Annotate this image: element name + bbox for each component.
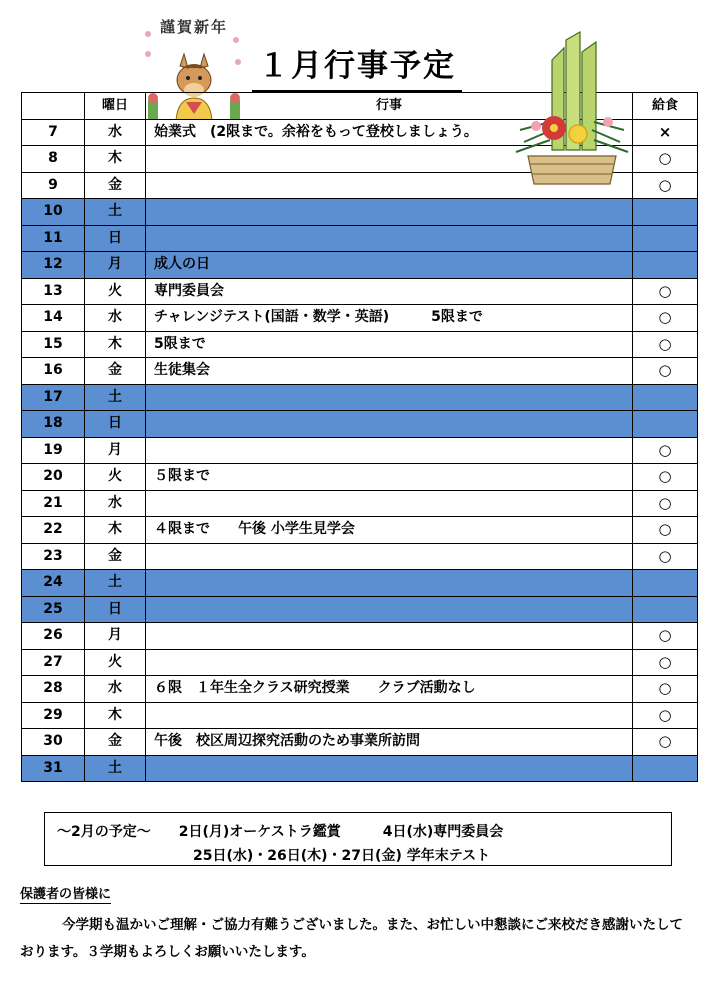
row-event [146,702,633,729]
table-row [22,278,698,305]
row-day: 31 [22,755,85,782]
row-lunch: × [633,119,698,146]
row-day: 23 [22,543,85,570]
row-weekday: 日 [85,411,146,438]
row-lunch [633,199,698,226]
row-day: 16 [22,358,85,385]
greeting-stamp-text: 謹賀新年 [159,18,228,36]
row-lunch: ○ [633,358,698,385]
row-event [146,596,633,623]
table-row [22,331,698,358]
row-event: ４限まで 午後 小学生見学会 [146,517,633,544]
row-weekday: 日 [85,596,146,623]
row-event: 専門委員会 [146,278,633,305]
row-day: 30 [22,729,85,756]
row-day: 19 [22,437,85,464]
row-event [146,755,633,782]
row-event [146,384,633,411]
row-lunch: ○ [633,146,698,173]
next-month-line-1: ～2月の予定～ 2日(月)オーケストラ鑑賞 4日(水)専門委員会 [57,824,504,840]
row-event [146,225,633,252]
row-day: 21 [22,490,85,517]
row-event: 成人の日 [146,252,633,279]
row-day: 22 [22,517,85,544]
row-day: 9 [22,172,85,199]
table-row [22,305,698,332]
header-weekday: 曜日 [85,93,146,120]
table-row [22,225,698,252]
row-lunch: ○ [633,649,698,676]
next-month-line-2: 25日(水)・26日(木)・27日(金) 学年末テスト [193,848,491,864]
row-day: 27 [22,649,85,676]
row-day: 17 [22,384,85,411]
row-lunch [633,225,698,252]
row-day: 28 [22,676,85,703]
row-weekday: 金 [85,543,146,570]
table-row [22,729,698,756]
row-day: 11 [22,225,85,252]
row-weekday: 火 [85,464,146,491]
row-weekday: 木 [85,517,146,544]
row-weekday: 火 [85,649,146,676]
row-weekday: 金 [85,729,146,756]
row-event [146,570,633,597]
table-row [22,517,698,544]
row-lunch: ○ [633,464,698,491]
row-event [146,543,633,570]
row-lunch [633,570,698,597]
row-weekday: 日 [85,225,146,252]
row-day: 18 [22,411,85,438]
table-row [22,490,698,517]
table-row [22,543,698,570]
header-day [22,93,85,120]
row-weekday: 土 [85,384,146,411]
row-event: ６限 １年生全クラス研究授業 クラブ活動なし [146,676,633,703]
row-weekday: 木 [85,702,146,729]
row-weekday: 水 [85,119,146,146]
row-weekday: 月 [85,252,146,279]
row-day: 13 [22,278,85,305]
next-month-box [44,812,672,866]
row-weekday: 金 [85,172,146,199]
table-row [22,676,698,703]
row-lunch: ○ [633,278,698,305]
row-event: 午後 校区周辺探究活動のため事業所訪問 [146,729,633,756]
row-weekday: 月 [85,623,146,650]
row-lunch [633,411,698,438]
table-row [22,384,698,411]
table-row [22,464,698,491]
row-event [146,437,633,464]
row-day: 26 [22,623,85,650]
row-lunch [633,384,698,411]
row-weekday: 土 [85,199,146,226]
row-day: 25 [22,596,85,623]
row-event: 始業式 (2限まで。余裕をもって登校しましょう。 [146,119,633,146]
table-row [22,358,698,385]
row-event [146,623,633,650]
header-event: 行事 [146,93,633,120]
row-weekday: 火 [85,278,146,305]
row-lunch: ○ [633,623,698,650]
row-weekday: 土 [85,755,146,782]
table-row [22,649,698,676]
row-event: 生徒集会 [146,358,633,385]
row-lunch: ○ [633,517,698,544]
row-day: 14 [22,305,85,332]
greeting-body: 今学期も温かいご理解・ご協力有難うございました。また、お忙しい中懇談にご来校だき感謝いたしております。３学期もよろしくお願いいたします。 [20,917,683,960]
row-event: ５限まで [146,464,633,491]
row-weekday: 月 [85,437,146,464]
row-lunch: ○ [633,702,698,729]
row-lunch [633,252,698,279]
table-row [22,252,698,279]
row-day: 8 [22,146,85,173]
row-lunch: ○ [633,729,698,756]
schedule-body [22,119,698,782]
header-lunch: 給食 [633,93,698,120]
row-event: チャレンジテスト(国語・数学・英語) 5限まで [146,305,633,332]
row-lunch: ○ [633,490,698,517]
row-event: 5限まで [146,331,633,358]
row-day: 12 [22,252,85,279]
row-lunch: ○ [633,543,698,570]
table-row [22,199,698,226]
row-weekday: 水 [85,305,146,332]
row-weekday: 水 [85,490,146,517]
row-event [146,199,633,226]
schedule-table [21,92,698,782]
row-lunch [633,755,698,782]
row-day: 15 [22,331,85,358]
row-weekday: 木 [85,146,146,173]
row-day: 7 [22,119,85,146]
row-lunch: ○ [633,676,698,703]
table-row [22,702,698,729]
row-lunch: ○ [633,331,698,358]
table-row [22,437,698,464]
row-lunch: ○ [633,437,698,464]
kadomatsu-illustration [510,30,634,186]
row-day: 10 [22,199,85,226]
table-row [22,411,698,438]
row-weekday: 土 [85,570,146,597]
row-weekday: 水 [85,676,146,703]
row-event [146,649,633,676]
row-event [146,490,633,517]
row-weekday: 金 [85,358,146,385]
row-day: 20 [22,464,85,491]
table-row [22,570,698,597]
row-event [146,411,633,438]
page-title: １月行事予定 [252,46,462,92]
table-row [22,623,698,650]
row-lunch [633,596,698,623]
greeting-heading: 保護者の皆様に [20,887,112,902]
table-row [22,755,698,782]
table-row [22,596,698,623]
row-lunch: ○ [633,305,698,332]
row-day: 24 [22,570,85,597]
row-weekday: 木 [85,331,146,358]
row-lunch: ○ [633,172,698,199]
row-day: 29 [22,702,85,729]
